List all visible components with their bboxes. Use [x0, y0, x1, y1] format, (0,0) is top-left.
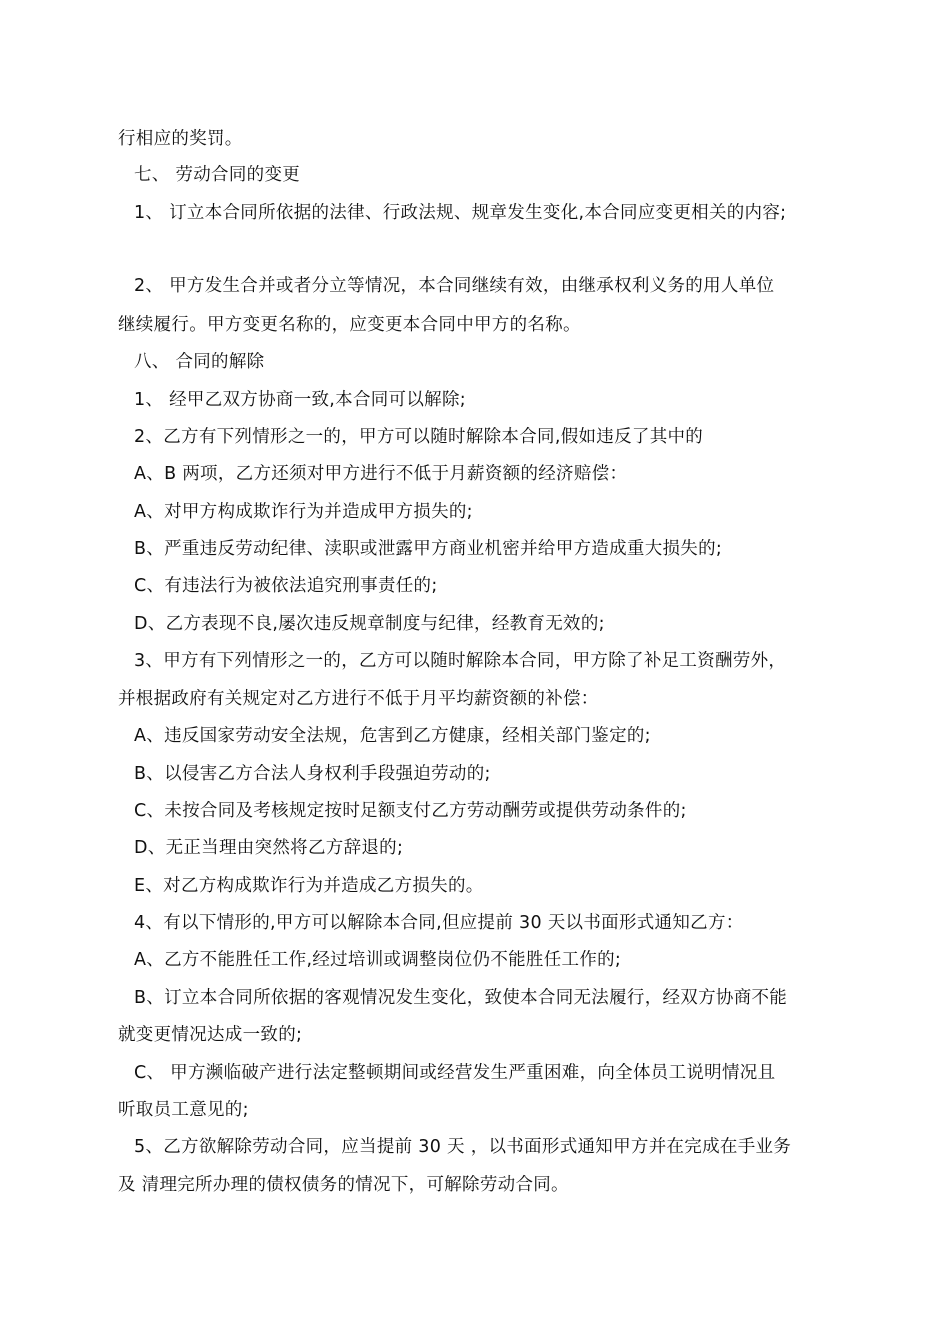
- text-line: 及 清理完所办理的债权债务的情况下，可解除劳动合同。: [118, 1175, 569, 1195]
- section-heading: 八、 合同的解除: [134, 352, 265, 372]
- text-line: B、以侵害乙方合法人身权利手段强迫劳动的;: [134, 764, 491, 784]
- text-line: 2、 甲方发生合并或者分立等情况，本合同继续有效，由继承权利义务的用人单位: [134, 276, 775, 296]
- text-line: A、B 两项，乙方还须对甲方进行不低于月薪资额的经济赔偿：: [134, 464, 628, 484]
- text-line: E、对乙方构成欺诈行为并造成乙方损失的。: [134, 876, 484, 896]
- text-line: B、订立本合同所依据的客观情况发生变化，致使本合同无法履行，经双方协商不能: [134, 988, 788, 1008]
- section-heading: 七、 劳动合同的变更: [134, 165, 301, 185]
- text-line: 3、甲方有下列情形之一的，乙方可以随时解除本合同，甲方除了补足工资酬劳外，: [134, 651, 787, 671]
- text-line: 行相应的奖罚。: [118, 129, 243, 149]
- text-line: 2、乙方有下列情形之一的，甲方可以随时解除本合同,假如违反了其中的: [134, 427, 704, 447]
- text-line: C、 甲方濒临破产进行法定整顿期间或经营发生严重困难，向全体员工说明情况且: [134, 1063, 776, 1083]
- text-line: C、未按合同及考核规定按时足额支付乙方劳动酬劳或提供劳动条件的;: [134, 801, 687, 821]
- text-line: 1、 经甲乙双方协商一致,本合同可以解除;: [134, 390, 466, 410]
- text-line: 并根据政府有关规定对乙方进行不低于月平均薪资额的补偿：: [118, 689, 599, 709]
- text-line: 就变更情况达成一致的;: [118, 1025, 303, 1045]
- text-line: B、严重违反劳动纪律、渎职或泄露甲方商业机密并给甲方造成重大损失的;: [134, 539, 723, 559]
- text-line: A、对甲方构成欺诈行为并造成甲方损失的;: [134, 502, 473, 522]
- text-line: A、乙方不能胜任工作,经过培训或调整岗位仍不能胜任工作的;: [134, 950, 622, 970]
- text-line: 听取员工意见的;: [118, 1100, 249, 1120]
- text-line: 继续履行。甲方变更名称的，应变更本合同中甲方的名称。: [118, 315, 581, 335]
- text-line: A、违反国家劳动安全法规，危害到乙方健康，经相关部门鉴定的;: [134, 726, 651, 746]
- text-line: 5、乙方欲解除劳动合同，应当提前 30 天 ，以书面形式通知甲方并在完成在手业务: [134, 1137, 792, 1157]
- text-line: 4、有以下情形的,甲方可以解除本合同,但应提前 30 天以书面形式通知乙方：: [134, 913, 744, 933]
- text-line: 1、 订立本合同所依据的法律、行政法规、规章发生变化,本合同应变更相关的内容;: [134, 203, 787, 223]
- text-line: C、有违法行为被依法追究刑事责任的;: [134, 576, 438, 596]
- text-line: D、乙方表现不良,屡次违反规章制度与纪律，经教育无效的;: [134, 614, 605, 634]
- text-line: D、无正当理由突然将乙方辞退的;: [134, 838, 404, 858]
